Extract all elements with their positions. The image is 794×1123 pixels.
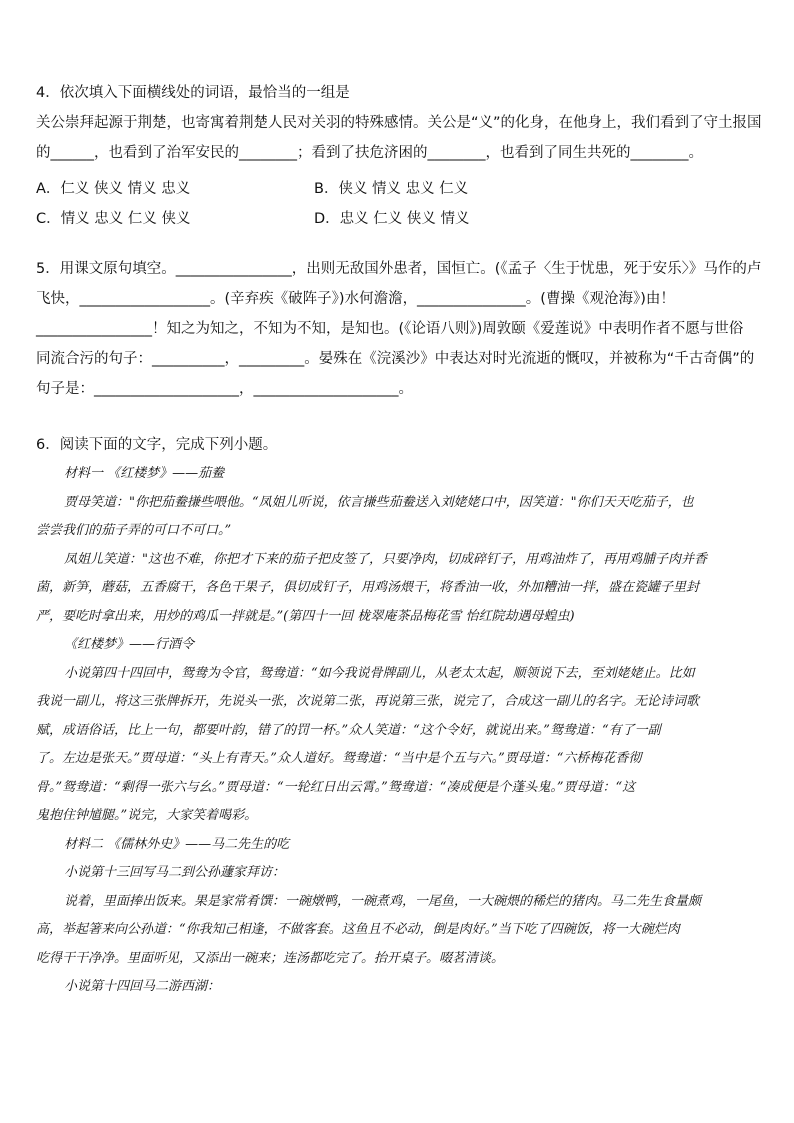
question-4-body-line-2: 的______，也看到了治军安民的________；看到了扶危济困的________，也看到了同生共死的________。 — [36, 145, 703, 161]
material-1-heading: 材料一 《红楼梦》——茄鲞 — [64, 466, 225, 481]
question-5 — [36, 254, 762, 404]
material-2-line-4: 小说第十四回马二游西湖： — [64, 979, 221, 994]
question-4-body-line-1: 关公崇拜起源于荆楚，也寄寓着荆楚人民对关羽的特殊感情。关公是“义”的化身，在他身上，我们看到了守土报国 — [36, 115, 762, 131]
material-1b-line-6: 鬼抱住钟馗腿。”说完，大家笑着喝彩。 — [36, 808, 258, 823]
question-4-option-b: B．侠义 情义 忠义 仁义 — [314, 181, 469, 197]
material-1-para-1-line-1: 贾母笑道："你把茄鲞搛些喂他。“凤姐儿听说，依言搛些茄鲞送入刘姥姥口中，因笑道："你们天天吃茄子，也 — [64, 494, 694, 510]
question-6-title: 6．阅读下面的文字，完成下列小题。 — [36, 437, 278, 453]
question-4 — [36, 78, 762, 168]
material-2-line-1: 说着，里面捧出饭来。果是家常肴馔：一碗燉鸭，一碗煮鸡，一尾鱼，一大碗煨的稀烂的猪肉。马二先生食量颇 — [64, 893, 702, 909]
question-5-line-3: ________________！知之为知之，不知为不知，是知也。(《论语八则》)周敦颐《爱莲说》中表明作者不愿与世俗 — [36, 321, 744, 337]
material-1-para-2-line-2: 菌，新笋，蘑菇，五香腐干，各色干果子，俱切成钉子，用鸡汤煨干，将香油一收，外加糟油一拌，盛在瓷罐子里封 — [36, 580, 700, 595]
material-2-heading: 材料二 《儒林外史》——马二先生的吃 — [64, 836, 290, 852]
material-1-para-2-line-1: 凤姐儿笑道："这也不难，你把才下来的茄子把皮签了，只要净肉，切成碎钉子，用鸡油炸了，再用鸡脯子肉并香 — [64, 551, 707, 567]
material-1b-line-2: 我说一副儿，将这三张牌拆开，先说头一张，次说第二张，再说第三张，说完了，合成这一副儿的名字。无论诗词歌 — [36, 694, 700, 709]
material-1b-line-3: 赋，成语俗话，比上一句，都要叶韵，错了的罚一杯。”众人笑道：“这个令好，就说出来。”鸳鸯道：“有了一副 — [36, 722, 661, 738]
material-2-intro: 小说第十三回写马二到公孙蘧家拜访： — [64, 865, 286, 880]
material-1-para-1-line-2: 尝尝我们的茄子弄的可口不可口。” — [36, 523, 232, 538]
material-1b-line-5: 骨。”鸳鸯道：“剩得一张六与幺。”贾母道：“一轮红日出云霄。”鸳鸯道：“凑成便是个蓬头鬼。”贾母道：“这 — [36, 779, 636, 795]
material-1-para-2-line-3: 严，要吃时拿出来，用炒的鸡瓜一拌就是。”(第四十一回 栊翠庵茶品梅花雪 怡红院劫遇母蝗虫) — [36, 608, 575, 624]
question-4-option-c: C．情义 忠义 仁义 侠义 — [36, 211, 191, 227]
question-4-option-a: A．仁义 侠义 情义 忠义 — [36, 181, 191, 197]
question-4-option-d: D．忠义 仁义 侠义 情义 — [314, 211, 470, 227]
question-5-line-5: 句子是：____________________，____________________。 — [36, 381, 413, 397]
question-5-line-4: 同流合污的句子：__________，_________。晏殊在《浣溪沙》中表达对时光流逝的慨叹，并被称为“千古奇偶”的 — [36, 351, 755, 367]
material-1b-line-4: 了。左边是张天。”贾母道：“头上有青天。”众人道好。鸳鸯道：“当中是个五与六。”贾母道：“六桥梅花香彻 — [36, 751, 642, 766]
material-2-line-2: 高，举起箸来向公孙道：“你我知己相逢，不做客套。这鱼且不必动，倒是肉好。”当下吃了四碗饭，将一大碗烂肉 — [36, 922, 680, 937]
material-1b-heading: 《红楼梦》——行酒令 — [64, 637, 195, 652]
question-5-line-2: 飞快，__________________。(辛弃疾《破阵子》)水何澹澹，_______________。(曹操《观沧海》)由！ — [36, 291, 675, 307]
question-4-title: 4．依次填入下面横线处的词语，最恰当的一组是 — [36, 85, 350, 101]
material-2-line-3: 吃得干干净净。里面听见，又添出一碗来；连汤都吃完了。抬开桌子。啜茗清谈。 — [36, 950, 505, 966]
question-5-line-1: 5．用课文原句填空。________________，出则无敌国外患者，国恒亡。(《孟子〈生于忧患，死于安乐〉》马作的卢 — [36, 261, 762, 277]
material-1b-line-1: 小说第四十四回中，鸳鸯为令官，鸳鸯道：“如今我说骨牌副儿，从老太太起，顺领说下去，至刘姥姥止。比如 — [64, 665, 695, 681]
question-6 — [36, 430, 758, 1002]
